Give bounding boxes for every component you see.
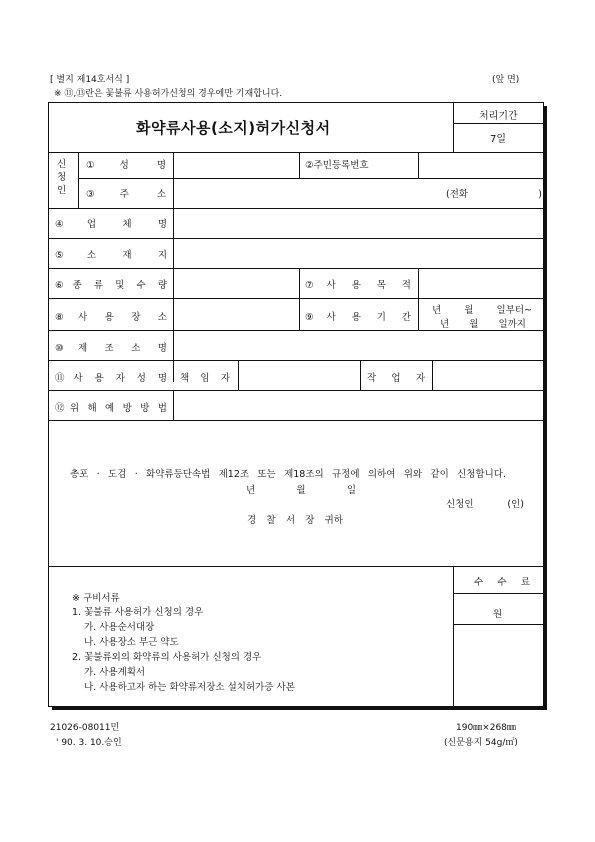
declaration-date[interactable]: 년 월 일 bbox=[246, 485, 356, 496]
doc-item: 2. 꽃불류외의 화약류의 사용허가 신청의 경우 bbox=[72, 652, 262, 663]
required-docs-heading: ※ 구비서류 bbox=[72, 593, 120, 604]
processing-period-label: 처리기간 bbox=[479, 111, 518, 122]
declaration-text: 총포 · 도검 · 화약류등단속법 제12조 또는 제18조의 규정에 의하여 위와 같이 신청합니다. bbox=[70, 469, 506, 480]
company-name-field[interactable] bbox=[176, 210, 541, 236]
address-field[interactable] bbox=[176, 180, 446, 206]
processing-period-value: 7일 bbox=[490, 134, 507, 145]
doc-item: 나. 사용장소 부근 약도 bbox=[84, 637, 179, 648]
form-title: 화약류사용(소지)허가신청서 bbox=[136, 119, 331, 137]
fee-label: 수 수 료 bbox=[474, 577, 530, 588]
applicant-signature[interactable]: 신청인 (인) bbox=[446, 499, 524, 510]
rrn-field[interactable] bbox=[421, 153, 541, 177]
worker-field[interactable] bbox=[435, 362, 541, 388]
hazard-prevention-field[interactable] bbox=[176, 392, 541, 418]
worker-label: 작 업 자 bbox=[367, 373, 425, 384]
page-side-label: (앞 면) bbox=[492, 75, 520, 85]
period-from[interactable]: 년 월 일부터~ bbox=[432, 305, 532, 316]
frame-shadow-right bbox=[544, 106, 547, 710]
applicant-group-label: 신 청 인 bbox=[57, 159, 67, 196]
company-name-label: ④업 체 명 bbox=[55, 219, 167, 230]
doc-item: 나. 사용하고자 하는 화약류저장소 설치허가증 사본 bbox=[84, 682, 295, 693]
phone-label: (전화 ) bbox=[446, 189, 542, 200]
rrn-label: ②주민등록번호 bbox=[305, 160, 369, 171]
paper-size: 190㎜×268㎜ bbox=[456, 723, 516, 733]
doc-item: 가. 사용계획서 bbox=[84, 667, 146, 678]
paper-type: (신문용지 54g/㎡) bbox=[444, 738, 518, 748]
kind-quantity-label: ⑥종 류 및 수 량 bbox=[55, 280, 167, 291]
user-name-label: ⑪사 용 자 성 명 bbox=[55, 373, 167, 384]
responsible-person-label: 책 임 자 bbox=[180, 373, 230, 384]
location-field[interactable] bbox=[176, 240, 541, 266]
form-code: 21026-08011민 bbox=[50, 723, 120, 733]
purpose-field[interactable] bbox=[421, 270, 541, 296]
approval-date: ' 90. 3. 10.승인 bbox=[56, 738, 122, 748]
form-number: [ 별지 제14호서식 ] bbox=[50, 75, 130, 85]
period-to[interactable]: 년 월 일까지 bbox=[440, 319, 526, 330]
frame-shadow-bottom bbox=[52, 707, 547, 710]
manufacturer-label: ⑩제 조 소 명 bbox=[55, 343, 167, 354]
usage-place-field[interactable] bbox=[176, 300, 296, 328]
fee-value: 원 bbox=[493, 609, 503, 620]
address-label: ③주 소 bbox=[86, 189, 166, 200]
usage-period-label: ⑨사 용 기 간 bbox=[305, 312, 411, 323]
doc-item: 가. 사용순서대장 bbox=[84, 622, 155, 633]
addressee: 경 찰 서 장 귀하 bbox=[247, 515, 343, 526]
name-field[interactable] bbox=[176, 153, 296, 177]
responsible-person-field[interactable] bbox=[241, 362, 358, 388]
usage-place-label: ⑧사 용 장 소 bbox=[55, 312, 167, 323]
manufacturer-field[interactable] bbox=[176, 332, 541, 358]
purpose-label: ⑦사 용 목 적 bbox=[305, 280, 411, 291]
doc-item: 1. 꽃불류 사용허가 신청의 경우 bbox=[72, 607, 204, 618]
hazard-prevention-label: ⑫위 해 예 방 방 법 bbox=[55, 403, 167, 414]
location-label: ⑤소 재 지 bbox=[55, 250, 167, 261]
name-label: ①성 명 bbox=[86, 160, 166, 171]
kind-quantity-field[interactable] bbox=[176, 270, 296, 296]
header-note: ※ ⑪,⑬란은 꽃불류 사용허가신청의 경우에만 기재합니다. bbox=[54, 89, 283, 99]
